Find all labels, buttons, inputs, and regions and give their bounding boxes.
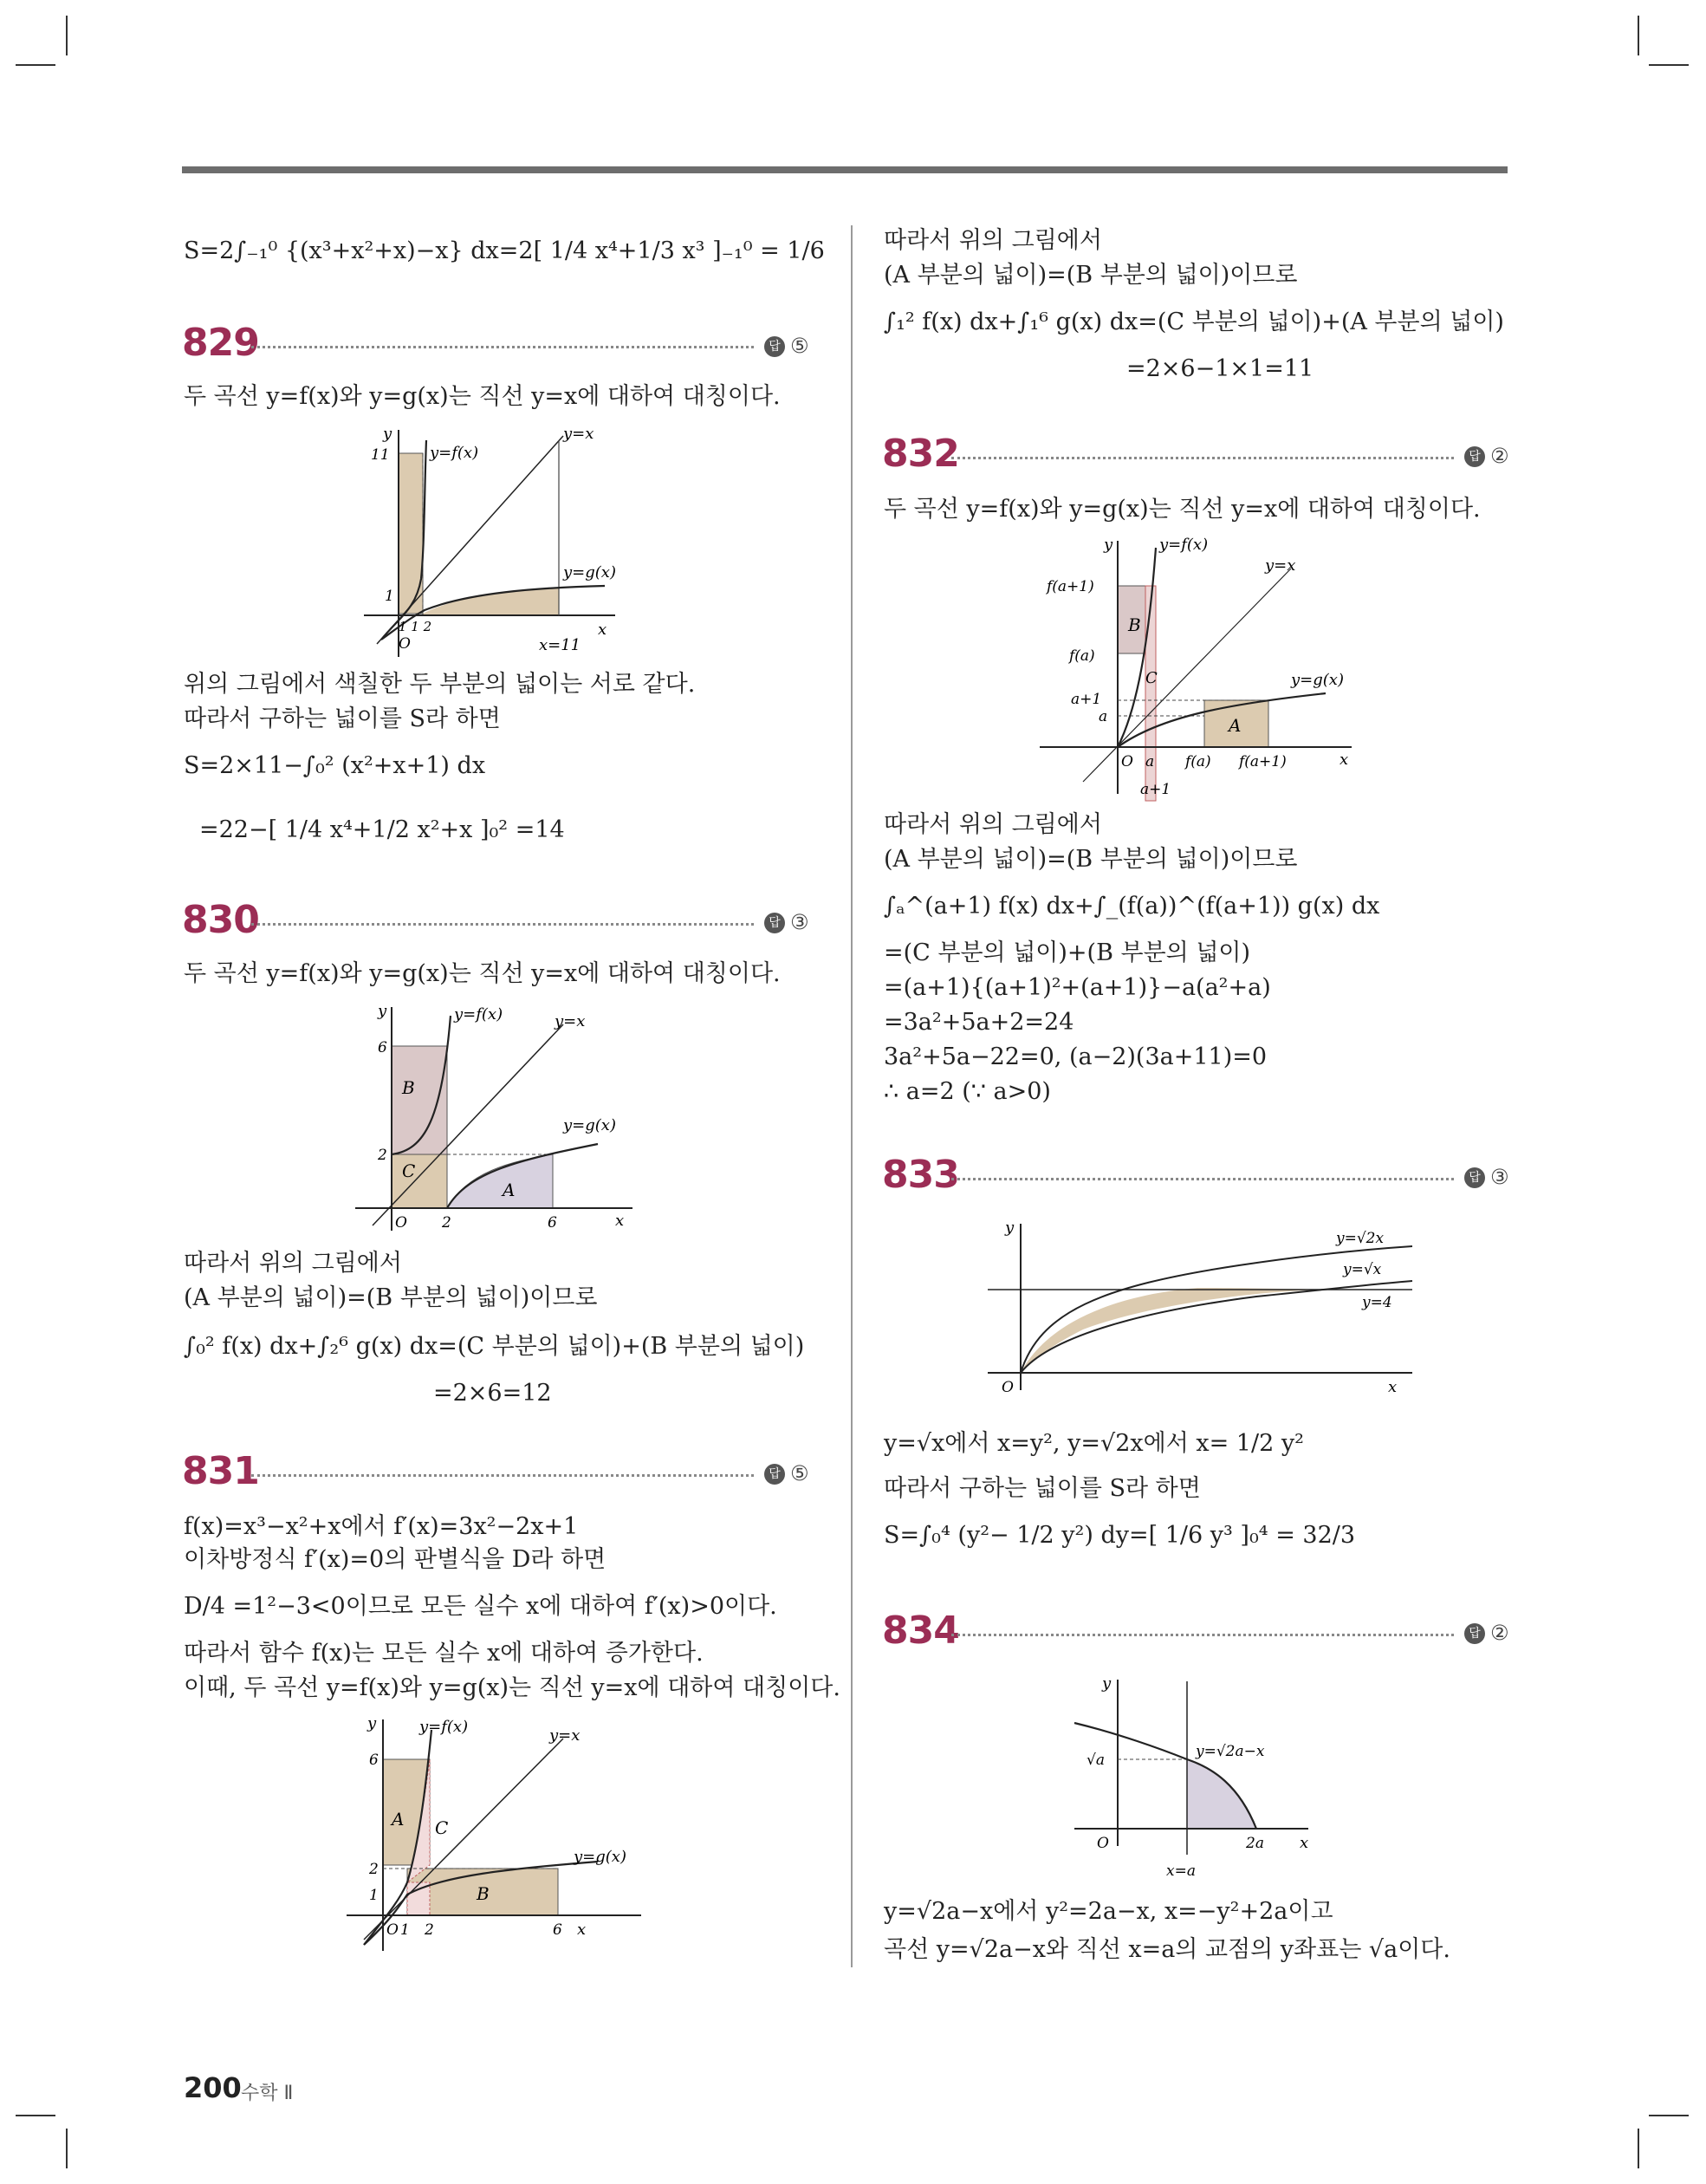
solution-line: =(a+1){(a+1)²+(a+1)}−a(a²+a) [884, 974, 1271, 1001]
label-yx: y=x [555, 1012, 586, 1030]
tick-x1: 1 [400, 1921, 410, 1939]
figure-834 [1066, 1673, 1326, 1889]
label-C: C [402, 1160, 416, 1181]
origin: O [1002, 1379, 1014, 1396]
answer-badge: 답 ③ [764, 910, 809, 934]
origin: O [399, 635, 411, 653]
label-g: y=g(x) [574, 1848, 626, 1866]
figure-833 [979, 1217, 1430, 1399]
solution-line: =2×6=12 [433, 1380, 552, 1407]
crop-mark [66, 16, 68, 55]
tick-fa1: f(a+1) [1047, 578, 1094, 595]
tick-11: 11 [371, 446, 390, 464]
solution-line: 곡선 y=√2a−x와 직선 x=a의 교점의 y좌표는 √a이다. [884, 1936, 1450, 1963]
label-A: A [503, 1180, 516, 1200]
solution-line: (A 부분의 넓이)=(B 부분의 넓이)이므로 [184, 1284, 598, 1311]
solution-line: 3a²+5a−22=0, (a−2)(3a+11)=0 [884, 1043, 1268, 1070]
tick-a: a [1099, 708, 1108, 725]
tick-x6: 6 [548, 1214, 557, 1232]
tick-6: 6 [369, 1752, 379, 1769]
tick-a1: a+1 [1071, 691, 1102, 708]
label-A: A [1229, 715, 1242, 736]
subject-label: 수학 Ⅱ [241, 2083, 294, 2104]
label-g: y=g(x) [1291, 671, 1344, 689]
problem-intro: 두 곡선 y=f(x)와 y=g(x)는 직선 y=x에 대하여 대칭이다. [184, 960, 781, 987]
solution-line: 따라서 함수 f(x)는 모든 실수 x에 대하여 증가한다. [184, 1640, 704, 1667]
answer-badge: 답 ⑤ [764, 1461, 809, 1485]
label-A: A [392, 1809, 405, 1830]
solution-line: =3a²+5a+2=24 [884, 1009, 1074, 1036]
label-C: C [435, 1817, 449, 1838]
leader-dots [251, 346, 754, 348]
solution-line: 위의 그림에서 색칠한 두 부분의 넓이는 서로 같다. [184, 671, 696, 698]
solution-line: 따라서 위의 그림에서 [884, 227, 1102, 254]
answer-badge: 답 ② [1464, 444, 1509, 468]
solution-line: ∴ a=2 (∵ a>0) [884, 1078, 1051, 1105]
leader-dots [951, 457, 1454, 459]
label-curve: y=√2a−x [1196, 1743, 1265, 1760]
tick-sqrta: √a [1087, 1752, 1105, 1769]
region-C [392, 1154, 447, 1208]
tick-x2: 2 [442, 1214, 451, 1232]
figure-832 [1031, 534, 1360, 803]
label-x: x [1388, 1378, 1398, 1396]
label-y: y [367, 1714, 377, 1732]
solution-line: (A 부분의 넓이)=(B 부분의 넓이)이므로 [884, 262, 1298, 289]
figure-829 [347, 423, 624, 666]
label-sqrtx: y=√x [1343, 1261, 1382, 1278]
problem-number: 830 [182, 898, 259, 942]
label-B: B [477, 1883, 490, 1904]
label-f: y=f(x) [419, 1718, 469, 1736]
region-A [447, 1154, 553, 1208]
page-number: 200 [184, 2071, 242, 2104]
crop-mark [1638, 2129, 1639, 2168]
tick-xa: a [1145, 753, 1155, 770]
answer-badge: 답 ③ [1464, 1165, 1509, 1189]
solution-line: ∫ₐ^(a+1) f(x) dx+∫_(f(a))^(f(a+1)) g(x) dx [884, 893, 1380, 920]
tick-xfa: f(a) [1185, 753, 1211, 770]
answer-badge: 답 ② [1464, 1621, 1509, 1645]
shaded-region [1021, 1288, 1336, 1373]
problem-number: 829 [182, 321, 259, 365]
label-y: y [1005, 1219, 1015, 1237]
tick-2: 2 [369, 1861, 379, 1878]
solution-line: 따라서 구하는 넓이를 S라 하면 [184, 705, 501, 732]
solution-line: y=√x에서 x=y², y=√2x에서 x= 1/2 y² [884, 1430, 1304, 1457]
problem-intro: 두 곡선 y=f(x)와 y=g(x)는 직선 y=x에 대하여 대칭이다. [884, 496, 1481, 523]
tick-1: 1 [369, 1887, 379, 1904]
crop-mark [16, 2115, 55, 2116]
label-y4: y=4 [1362, 1294, 1392, 1311]
shaded-region-2 [423, 588, 559, 615]
tick-fa: f(a) [1069, 647, 1095, 665]
figure-831 [338, 1713, 650, 1955]
leader-dots [251, 1474, 754, 1477]
label-yx: y=x [563, 425, 594, 443]
label-y: y [378, 1002, 387, 1020]
solution-line: ∫₁² f(x) dx+∫₁⁶ g(x) dx=(C 부분의 넓이)+(A 부분의 넓이) [884, 309, 1504, 335]
tick-x2: 2 [425, 1921, 434, 1939]
solution-line: 따라서 위의 그림에서 [884, 811, 1102, 838]
problem-number: 833 [882, 1153, 959, 1197]
crop-mark [16, 64, 55, 66]
solution-line: 이때, 두 곡선 y=f(x)와 y=g(x)는 직선 y=x에 대하여 대칭이다. [184, 1674, 840, 1701]
leader-dots [951, 1634, 1454, 1636]
solution-line: S=∫₀⁴ (y²− 1/2 y²) dy=[ 1/6 y³ ]₀⁴ = 32/3 [884, 1522, 1356, 1549]
column-divider [851, 225, 853, 1967]
solution-line: D/4 =1²−3<0이므로 모든 실수 x에 대하여 f′(x)>0이다. [184, 1593, 777, 1620]
tick-6: 6 [378, 1039, 387, 1056]
label-x: x [1300, 1834, 1309, 1852]
crop-mark [66, 2129, 68, 2168]
solution-line: S=2×11−∫₀² (x²+x+1) dx [184, 752, 486, 779]
solution-line: (A 부분의 넓이)=(B 부분의 넓이)이므로 [884, 846, 1298, 873]
label-xa: x=a [1166, 1862, 1196, 1880]
label-x: x [598, 621, 607, 639]
label-yx: y=x [1265, 556, 1296, 575]
formula-line: S=2∫₋₁⁰ {(x³+x²+x)−x} dx=2[ 1/4 x⁴+1/3 x³ ]₋₁⁰ = 1/6 [184, 237, 825, 264]
origin: O [395, 1214, 407, 1232]
label-x11: x=11 [539, 636, 581, 654]
label-x: x [615, 1212, 625, 1230]
tick-2: 2 [378, 1147, 387, 1164]
label-g: y=g(x) [563, 1116, 616, 1134]
solution-line: f(x)=x³−x²+x에서 f′(x)=3x²−2x+1 [184, 1513, 579, 1540]
problem-number: 831 [182, 1449, 259, 1493]
label-f: y=f(x) [1159, 536, 1209, 554]
label-g: y=g(x) [563, 563, 616, 582]
tick-1: 1 [385, 588, 394, 605]
origin: O [386, 1921, 399, 1939]
tick-2a: 2a [1246, 1835, 1264, 1852]
label-sqrt2x: y=√2x [1336, 1230, 1385, 1247]
origin: O [1121, 753, 1133, 770]
tick-xfa1: f(a+1) [1239, 753, 1287, 770]
tick-112: 1 1 2 [399, 619, 432, 634]
tick-x6: 6 [553, 1921, 562, 1939]
crop-mark [1649, 2115, 1689, 2116]
solution-line: 따라서 구하는 넓이를 S라 하면 [884, 1475, 1201, 1502]
problem-number: 832 [882, 432, 959, 476]
solution-line: =2×6−1×1=11 [1126, 355, 1314, 382]
solution-line: ∫₀² f(x) dx+∫₂⁶ g(x) dx=(C 부분의 넓이)+(B 부분의 넓이) [184, 1333, 805, 1360]
problem-number: 834 [882, 1609, 959, 1653]
label-x: x [1340, 751, 1349, 769]
label-f: y=f(x) [454, 1005, 503, 1024]
problem-intro: 두 곡선 y=f(x)와 y=g(x)는 직선 y=x에 대하여 대칭이다. [184, 383, 781, 410]
label-x: x [577, 1921, 587, 1939]
origin: O [1097, 1835, 1109, 1852]
leader-dots [251, 923, 754, 926]
solution-line: =22−[ 1/4 x⁴+1/2 x²+x ]₀² =14 [199, 816, 565, 843]
label-y: y [1102, 1674, 1112, 1693]
answer-badge: 답 ⑤ [764, 334, 809, 358]
solution-line: 이차방정식 f′(x)=0의 판별식을 D라 하면 [184, 1546, 607, 1573]
label-B: B [1128, 614, 1141, 635]
header-rule [182, 166, 1508, 173]
line-y-eq-x [1083, 569, 1291, 782]
label-y: y [1104, 536, 1113, 554]
crop-mark [1649, 64, 1689, 66]
shaded-region [1187, 1759, 1256, 1829]
tick-xa1: a+1 [1140, 781, 1171, 798]
label-y: y [383, 425, 392, 443]
solution-line: =(C 부분의 넓이)+(B 부분의 넓이) [884, 939, 1251, 966]
label-f: y=f(x) [430, 444, 479, 462]
solution-line: 따라서 위의 그림에서 [184, 1250, 402, 1277]
label-C: C [1145, 669, 1158, 687]
crop-mark [1638, 16, 1639, 55]
label-yx: y=x [549, 1726, 581, 1745]
solution-line: y=√2a−x에서 y²=2a−x, x=−y²+2a이고 [884, 1898, 1333, 1925]
leader-dots [951, 1178, 1454, 1180]
figure-830 [347, 998, 641, 1232]
label-B: B [402, 1077, 415, 1098]
